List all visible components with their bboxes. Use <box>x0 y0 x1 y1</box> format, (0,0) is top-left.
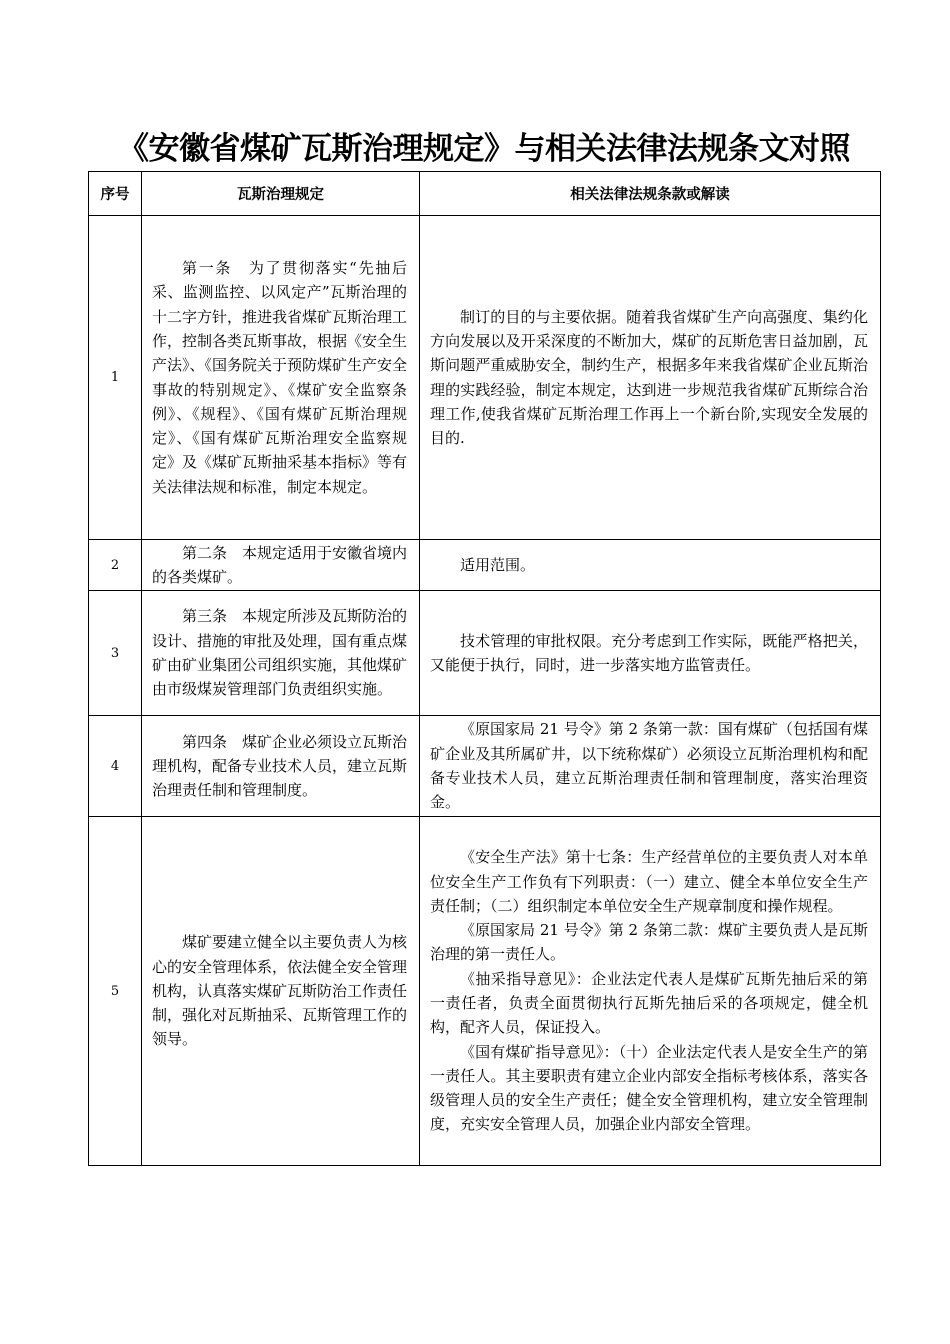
law-text: 《国有煤矿指导意见》：（十）企业法定代表人是安全生产的第一责任人。其主要职责有建立企业内部安全指标考核体系，落实各级管理人员的安全生产责任；健全安全管理机构，建立安全管理制度，充实安全管理人员，加强企业内部安全管理。 <box>430 1042 868 1134</box>
table-header-row <box>89 172 881 216</box>
law-text: 《原国家局 21 号令》第 2 条第二款：煤矿主要负责人是瓦斯治理的第一责任人。 <box>430 921 868 964</box>
law-text: 制订的目的与主要依据。随着我省煤矿生产向高强度、集约化方向发展以及开采深度的不断加大，煤矿的瓦斯危害日益加剧，瓦斯问题严重威胁安全，制约生产，根据多年来我省煤矿企业瓦斯治理的实践经验，制定本规定，达到进一步规范我省煤矿瓦斯综合治理工作,使我省煤矿瓦斯治理工作再上一个新台阶,实现安全发展的目的. <box>430 307 868 448</box>
law-cell <box>420 817 881 1166</box>
law-cell <box>420 716 881 817</box>
table-row <box>89 591 881 716</box>
row-number: 3 <box>89 591 142 716</box>
comparison-table <box>88 171 881 1166</box>
law-text: 适用范围。 <box>460 555 536 574</box>
rule-cell <box>142 817 420 1166</box>
header-number: 序号 <box>89 172 142 216</box>
row-number: 4 <box>89 716 142 817</box>
rule-text: 煤矿要建立健全以主要负责人为核心的安全管理体系，依法健全安全管理机构，认真落实煤矿瓦斯防治工作责任制，强化对瓦斯抽采、瓦斯管理工作的领导。 <box>152 933 408 1049</box>
rule-cell <box>142 591 420 716</box>
law-text: 《抽采指导意见》：企业法定代表人是煤矿瓦斯先抽后采的第一责任者，负责全面贯彻执行瓦斯先抽后采的各项规定，健全机构，配齐人员，保证投入。 <box>430 969 868 1037</box>
document-title: 《安徽省煤矿瓦斯治理规定》与相关法律法规条文对照 <box>118 131 850 167</box>
table-row <box>89 216 881 540</box>
rule-cell <box>142 216 420 540</box>
rule-cell <box>142 716 420 817</box>
law-text: 《安全生产法》第十七条：生产经营单位的主要负责人对本单位安全生产工作负有下列职责：（一）建立、健全本单位安全生产责任制；（二）组织制定本单位安全生产规章制度和操作规程。 <box>430 848 868 915</box>
rule-cell <box>142 540 420 591</box>
law-cell <box>420 591 881 716</box>
row-number: 2 <box>89 540 142 591</box>
table-row <box>89 716 881 817</box>
row-number: 1 <box>89 216 142 540</box>
row-number: 5 <box>89 817 142 1166</box>
rule-text: 第四条 煤矿企业必须设立瓦斯治理机构，配备专业技术人员，建立瓦斯治理责任制和管理制度。 <box>152 732 408 800</box>
rule-text: 第一条 为了贯彻落实“先抽后采、监测监控、以风定产”瓦斯治理的十二字方针，推进我省煤矿瓦斯治理工作，控制各类瓦斯事故，根据《安全生产法》、《国务院关于预防煤矿生产安全事故的特别规定》、《煤矿安全监察条例》、《规程》、《国有煤矿瓦斯治理规定》、《国有煤矿瓦斯治理安全监察规定》及《煤矿瓦斯抽采基本指标》等有关法律法规和标准，制定本规定。 <box>152 259 408 496</box>
rule-text: 第二条 本规定适用于安徽省境内的各类煤矿。 <box>152 543 408 586</box>
law-cell <box>420 540 881 591</box>
header-rule: 瓦斯治理规定 <box>142 172 420 216</box>
table-row <box>89 540 881 591</box>
header-law: 相关法律法规条款或解读 <box>420 172 881 216</box>
table-row <box>89 817 881 1166</box>
law-text: 技术管理的审批权限。充分考虑到工作实际，既能严格把关，又能便于执行，同时，进一步落实地方监管责任。 <box>430 631 868 674</box>
law-cell <box>420 216 881 540</box>
rule-text: 第三条 本规定所涉及瓦斯防治的设计、措施的审批及处理，国有重点煤矿由矿业集团公司组织实施，其他煤矿由市级煤炭管理部门负责组织实施。 <box>152 607 408 699</box>
law-text: 《原国家局 21 号令》第 2 条第一款：国有煤矿（包括国有煤矿企业及其所属矿井，以下统称煤矿）必须设立瓦斯治理机构和配备专业技术人员，建立瓦斯治理责任制和管理制度，落实治理资金。 <box>430 720 868 812</box>
